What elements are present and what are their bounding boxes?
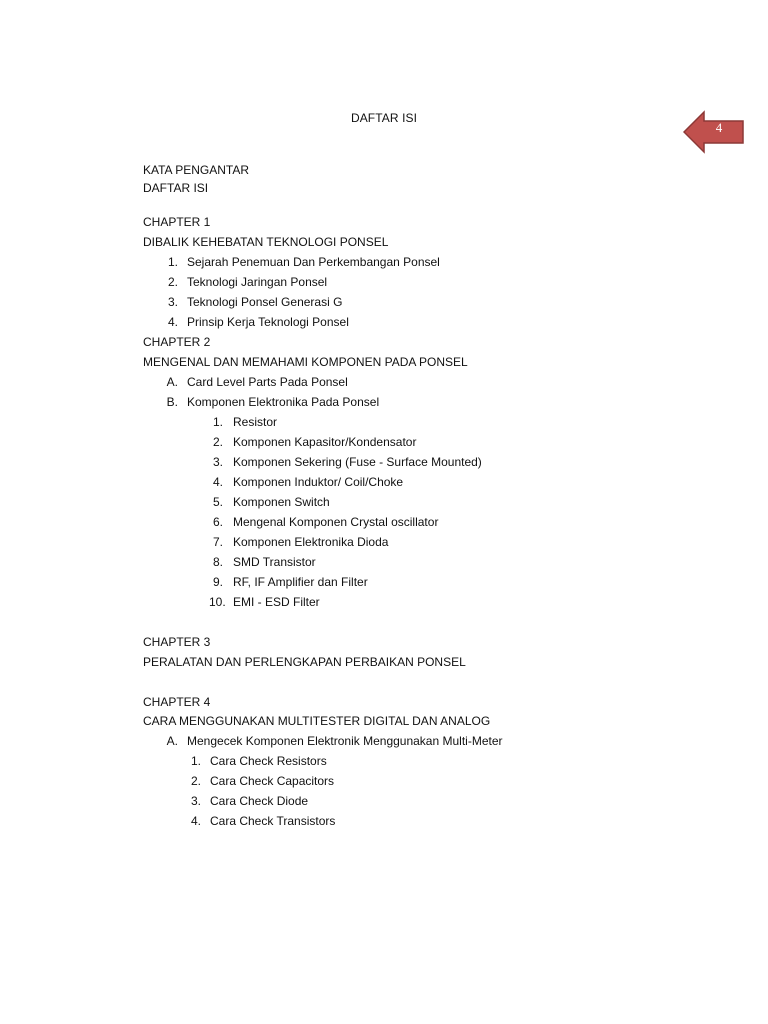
chapter-2-item-number: 2. — [212, 435, 223, 449]
chapter-2-section-letter: B. — [166, 395, 178, 409]
chapter-2-item-number: 9. — [212, 575, 223, 589]
chapter-2-item-number: 1. — [212, 415, 223, 429]
chapter-4-item-number: 1. — [190, 754, 201, 768]
toc-title: DAFTAR ISI — [350, 111, 418, 125]
chapter-1-item-number: 1. — [167, 255, 178, 269]
chapter-1-title: DIBALIK KEHEBATAN TEKNOLOGI PONSEL — [143, 235, 389, 249]
chapter-1-label: CHAPTER 1 — [143, 215, 211, 229]
toc-entry-kata-pengantar: KATA PENGANTAR — [143, 163, 250, 177]
chapter-2-item-number: 8. — [212, 555, 223, 569]
chapter-4-item-text: Cara Check Resistors — [210, 754, 327, 768]
chapter-4-label: CHAPTER 4 — [143, 695, 211, 709]
chapter-2-item-text: Resistor — [233, 415, 278, 429]
chapter-2-item-number: 6. — [212, 515, 223, 529]
chapter-4-title: CARA MENGGUNAKAN MULTITESTER DIGITAL DAN ANALOG — [143, 714, 491, 728]
chapter-2-section-text: Komponen Elektronika Pada Ponsel — [187, 395, 380, 409]
chapter-4-section-letter: A. — [166, 734, 178, 748]
chapter-2-item-number: 7. — [212, 535, 223, 549]
chapter-2-item-text: Komponen Sekering (Fuse - Surface Mounted) — [233, 455, 482, 469]
chapter-4-item-text: Cara Check Transistors — [210, 814, 336, 828]
chapter-1-item-number: 2. — [167, 275, 178, 289]
chapter-1-item-number: 4. — [167, 315, 178, 329]
chapter-2-item-text: Komponen Induktor/ Coil/Choke — [233, 475, 404, 489]
chapter-1-item-text: Teknologi Ponsel Generasi G — [187, 295, 343, 309]
chapter-1-item-text: Teknologi Jaringan Ponsel — [187, 275, 328, 289]
chapter-2-item-text: SMD Transistor — [233, 555, 316, 569]
chapter-4-item-number: 3. — [190, 794, 201, 808]
chapter-2-item-text: RF, IF Amplifier dan Filter — [233, 575, 368, 589]
chapter-2-item-number: 3. — [212, 455, 223, 469]
chapter-4-item-number: 2. — [190, 774, 201, 788]
chapter-2-label: CHAPTER 2 — [143, 335, 211, 349]
chapter-3-label: CHAPTER 3 — [143, 635, 211, 649]
chapter-1-item-text: Sejarah Penemuan Dan Perkembangan Ponsel — [187, 255, 440, 269]
chapter-2-item-number: 4. — [212, 475, 223, 489]
chapter-4-item-text: Cara Check Capacitors — [210, 774, 335, 788]
chapter-1-item-number: 3. — [167, 295, 178, 309]
chapter-2-item-text: Komponen Elektronika Dioda — [233, 535, 389, 549]
chapter-2-section-letter: A. — [166, 375, 178, 389]
chapter-3-title: PERALATAN DAN PERLENGKAPAN PERBAIKAN PONSEL — [143, 655, 466, 669]
toc-entry-daftar-isi: DAFTAR ISI — [143, 181, 209, 195]
chapter-2-item-number: 10. — [209, 595, 226, 609]
chapter-4-section-text: Mengecek Komponen Elektronik Menggunakan Multi-Meter — [187, 734, 503, 748]
chapter-1-item-text: Prinsip Kerja Teknologi Ponsel — [187, 315, 349, 329]
chapter-2-item-number: 5. — [212, 495, 223, 509]
chapter-2-item-text: Mengenal Komponen Crystal oscillator — [233, 515, 439, 529]
chapter-4-item-text: Cara Check Diode — [210, 794, 309, 808]
chapter-2-item-text: Komponen Switch — [233, 495, 330, 509]
chapter-2-item-text: Komponen Kapasitor/Kondensator — [233, 435, 417, 449]
chapter-2-section-text: Card Level Parts Pada Ponsel — [187, 375, 348, 389]
chapter-2-item-text: EMI - ESD Filter — [233, 595, 320, 609]
page-number: 4 — [715, 120, 723, 135]
chapter-2-title: MENGENAL DAN MEMAHAMI KOMPONEN PADA PONSEL — [143, 355, 468, 369]
chapter-4-item-number: 4. — [190, 814, 201, 828]
